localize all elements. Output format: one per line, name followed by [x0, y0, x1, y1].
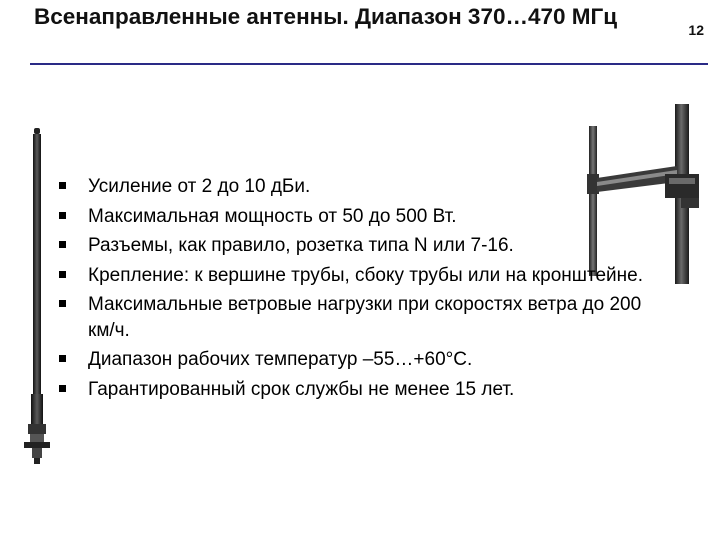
list-item: Диапазон рабочих температур –55…+60°С.: [58, 347, 658, 373]
list-item: Максимальные ветровые нагрузки при скоростях ветра до 200 км/ч.: [58, 292, 658, 343]
square-bullet-icon: [59, 241, 66, 248]
slide-title: Всенаправленные антенны. Диапазон 370…470 МГц: [34, 4, 618, 29]
list-item: Гарантированный срок службы не менее 15 лет.: [58, 377, 658, 403]
title-underline: [30, 63, 708, 65]
square-bullet-icon: [59, 212, 66, 219]
bullet-list: [58, 174, 658, 406]
page-number: 12: [688, 22, 704, 38]
list-item: Максимальная мощность от 50 до 500 Вт.: [58, 204, 658, 230]
square-bullet-icon: [59, 182, 66, 189]
list-item: Усиление от 2 до 10 дБи.: [58, 174, 658, 200]
square-bullet-icon: [59, 271, 66, 278]
square-bullet-icon: [59, 355, 66, 362]
list-item: Крепление: к вершине трубы, сбоку трубы или на кронштейне.: [58, 263, 658, 289]
square-bullet-icon: [59, 385, 66, 392]
list-item: Разъемы, как правило, розетка типа N или 7-16.: [58, 233, 658, 259]
square-bullet-icon: [59, 300, 66, 307]
